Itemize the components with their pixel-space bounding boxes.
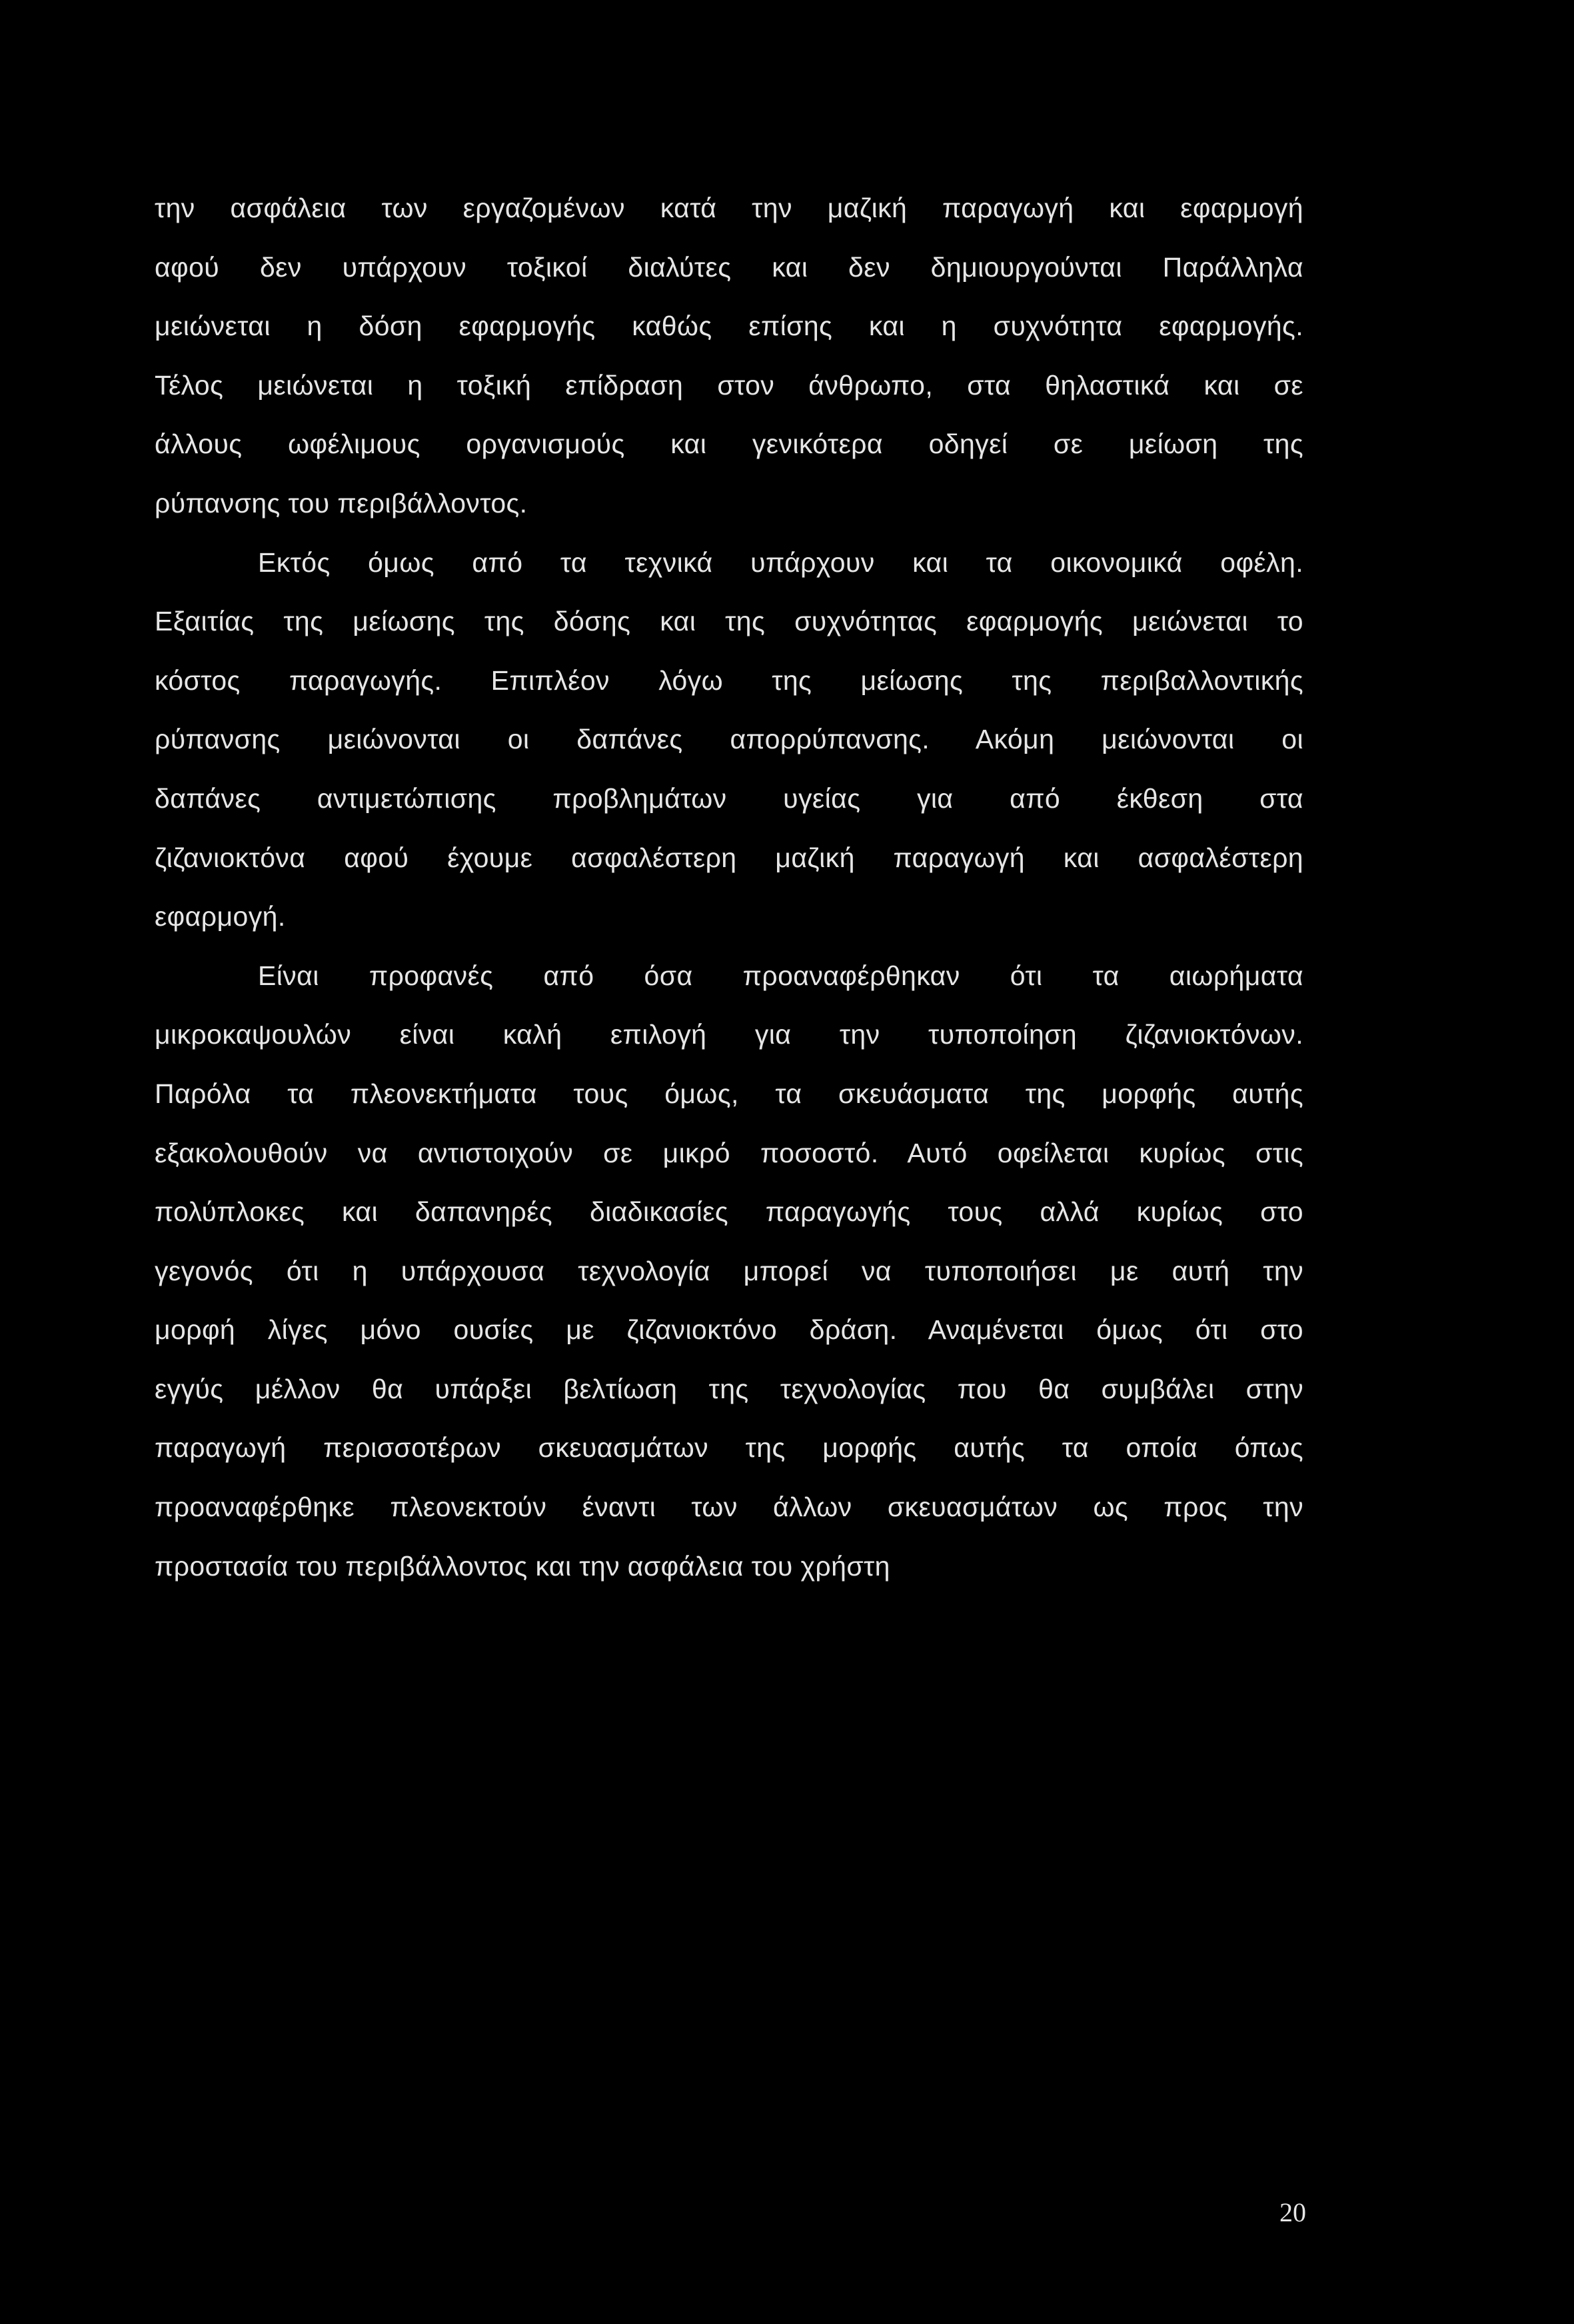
text-line: παραγωγή περισσοτέρων σκευασμάτων της μορφής αυτής τα οποία όπως bbox=[155, 1432, 1303, 1464]
page-number: 20 bbox=[1279, 2197, 1306, 2227]
text-line: μειώνεται η δόση εφαρμογής καθώς επίσης και η συχνότητα εφαρμογής. bbox=[155, 311, 1303, 342]
text-line: μικροκαψουλών είναι καλή επιλογή για την τυποποίηση ζιζανιοκτόνων. bbox=[155, 1019, 1303, 1050]
text-line: ρύπανσης μειώνονται οι δαπάνες απορρύπανσης. Ακόμη μειώνονται οι bbox=[155, 724, 1303, 755]
text-line: άλλους ωφέλιμους οργανισμούς και γενικότερα οδηγεί σε μείωση της bbox=[155, 429, 1303, 460]
text-line: εγγύς μέλλον θα υπάρξει βελτίωση της τεχνολογίας που θα συμβάλει στην bbox=[155, 1373, 1303, 1404]
text-line: πολύπλοκες και δαπανηρές διαδικασίες παραγωγής τους αλλά κυρίως στο bbox=[155, 1196, 1303, 1228]
body-text bbox=[155, 179, 1303, 1596]
text-line: Παρόλα τα πλεονεκτήματα τους όμως, τα σκευάσματα της μορφής αυτής bbox=[155, 1078, 1303, 1109]
text-line: Εξαιτίας της μείωσης της δόσης και της συχνότητας εφαρμογής μειώνεται το bbox=[155, 606, 1303, 637]
text-line: γεγονός ότι η υπάρχουσα τεχνολογία μπορεί να τυποποιήσει με αυτή την bbox=[155, 1255, 1303, 1286]
text-line: την ασφάλεια των εργαζομένων κατά την μαζική παραγωγή και εφαρμογή bbox=[155, 193, 1303, 223]
text-line: εφαρμογή. bbox=[155, 901, 286, 932]
text-line: εξακολουθούν να αντιστοιχούν σε μικρό ποσοστό. Αυτό οφείλεται κυρίως στις bbox=[155, 1137, 1303, 1168]
text-line: προστασία του περιβάλλοντος και την ασφάλεια του χρήστη bbox=[155, 1550, 890, 1582]
text-line: ρύπανσης του περιβάλλοντος. bbox=[155, 487, 528, 519]
text-line: δαπάνες αντιμετώπισης προβλημάτων υγείας για από έκθεση στα bbox=[155, 782, 1303, 814]
text-line: προαναφέρθηκε πλεονεκτούν έναντι των άλλων σκευασμάτων ως προς την bbox=[155, 1492, 1303, 1523]
text-line: κόστος παραγωγής. Επιπλέον λόγω της μείωσης της περιβαλλοντικής bbox=[155, 664, 1303, 696]
text-line: μορφή λίγες μόνο ουσίες με ζιζανιοκτόνο δράση. Αναμένεται όμως ότι στο bbox=[155, 1314, 1303, 1346]
text-line: Τέλος μειώνεται η τοξική επίδραση στον άνθρωπο, στα θηλαστικά και σε bbox=[155, 369, 1303, 401]
text-line: αφού δεν υπάρχουν τοξικοί διαλύτες και δεν δημιουργούνται Παράλληλα bbox=[155, 251, 1303, 283]
text-line: Είναι προφανές από όσα προαναφέρθηκαν ότι τα αιωρήματα bbox=[258, 960, 1303, 991]
text-line: ζιζανιοκτόνα αφού έχουμε ασφαλέστερη μαζική παραγωγή και ασφαλέστερη bbox=[155, 842, 1303, 873]
text-line: Εκτός όμως από τα τεχνικά υπάρχουν και τα οικονομικά οφέλη. bbox=[258, 547, 1303, 578]
